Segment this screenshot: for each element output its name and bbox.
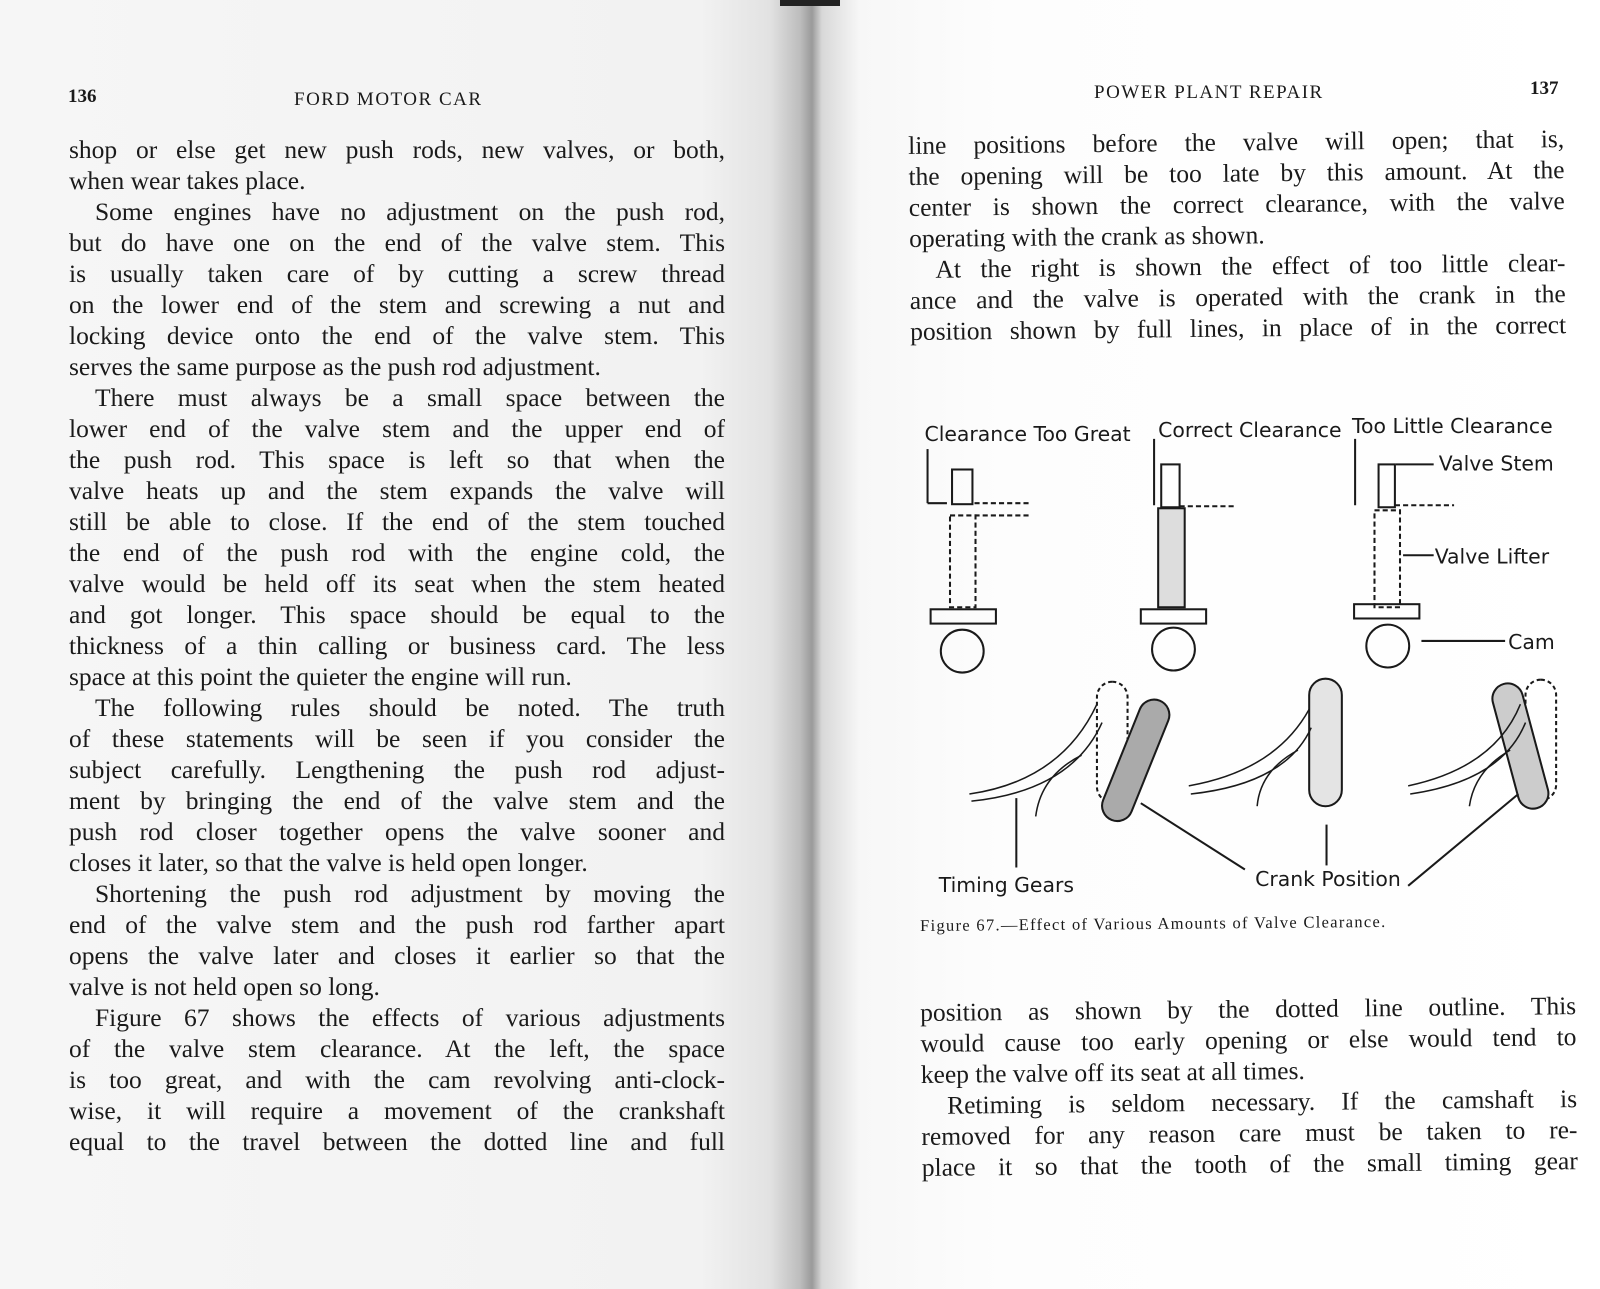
text-line: operating with the crank as shown. <box>908 220 1265 253</box>
text-line: the end of the push rod with the engine cold, the <box>69 538 725 567</box>
crank-positions <box>1097 679 1556 826</box>
text-line: Retiming is seldom necessary. If the camshaft is <box>946 1084 1578 1120</box>
label-too-little-clearance: Too Little Clearance <box>1352 413 1553 438</box>
text-line: closes it later, so that the valve is held open longer. <box>69 848 588 877</box>
text-line: lower end of the valve stem and the upper end of <box>69 414 725 443</box>
text-line: position as shown by the dotted line outline. This <box>920 991 1577 1027</box>
text-line: ance and the valve is operated with the crank in the <box>909 279 1566 315</box>
label-timing-gears: Timing Gears <box>938 872 1074 897</box>
right-running-head: POWER PLANT REPAIR <box>1094 82 1324 103</box>
text-line: end of the valve stem and the push rod farther apart <box>69 910 725 939</box>
text-line: position shown by full lines, in place of in the correct <box>909 310 1567 346</box>
text-line: the opening will be too late by this amount. At the <box>908 155 1565 191</box>
text-line: Shortening the push rod adjustment by moving the <box>95 879 725 908</box>
text-line: wise, it will require a movement of the crankshaft <box>69 1096 725 1125</box>
left-page-number: 136 <box>68 86 97 107</box>
text-line: line positions before the valve will open; that is, <box>908 124 1565 160</box>
text-line: ment by bringing the end of the valve stem and the <box>69 786 725 815</box>
figure-caption: Figure 67.—Effect of Various Amounts of Valve Clearance. <box>920 911 1387 935</box>
text-line: valve would be held off its seat when the stem heated <box>69 569 725 598</box>
label-clearance-too-great: Clearance Too Great <box>924 421 1131 446</box>
text-line: There must always be a small space between the <box>95 383 725 412</box>
label-valve-lifter: Valve Lifter <box>1434 544 1550 569</box>
text-line: valve heats up and the stem expands the valve will <box>69 476 725 505</box>
text-line: and got longer. This space should be equal to the <box>69 600 725 629</box>
label-correct-clearance: Correct Clearance <box>1158 417 1342 442</box>
valve-assembly-too-great <box>928 449 1031 672</box>
text-line: center is shown the correct clearance, with the valve <box>908 186 1565 222</box>
text-line: on the lower end of the stem and screwing a nut and <box>69 290 725 319</box>
text-line: keep the valve off its seat at all times. <box>920 1055 1305 1089</box>
timing-gear-curves <box>969 704 1525 816</box>
text-line: Some engines have no adjustment on the push rod, <box>95 197 725 226</box>
text-line: of the valve stem clearance. At the left, the space <box>69 1034 725 1063</box>
text-line: is too great, and with the cam revolving anti-clock- <box>69 1065 725 1094</box>
label-valve-stem: Valve Stem <box>1438 451 1554 476</box>
label-cam: Cam <box>1508 630 1555 655</box>
text-line: place it so that the tooth of the small timing gear <box>921 1146 1578 1182</box>
text-line: thickness of a thin calling or business card. The less <box>69 631 725 660</box>
text-line: still be able to close. If the end of the stem touched <box>69 507 725 536</box>
right-page-number: 137 <box>1530 78 1559 99</box>
valve-assembly-correct <box>1141 439 1237 671</box>
text-line: removed for any reason care must be taken to re- <box>921 1115 1578 1151</box>
text-line: space at this point the quieter the engine will run. <box>69 662 572 691</box>
text-line: valve is not held open so long. <box>69 972 380 1001</box>
text-line: when wear takes place. <box>69 166 306 195</box>
text-line: Figure 67 shows the effects of various adjustments <box>95 1003 725 1032</box>
text-line: the push rod. This space is left so that when the <box>69 445 725 474</box>
text-line: The following rules should be noted. The truth <box>95 693 725 722</box>
text-line: locking device onto the end of the valve stem. This <box>69 321 725 350</box>
text-line: push rod closer together opens the valve sooner and <box>69 817 725 846</box>
right-page-text-bottom <box>920 990 1578 1183</box>
text-line: subject carefully. Lengthening the push rod adjust- <box>69 755 725 784</box>
text-line: shop or else get new push rods, new valves, or both, <box>69 135 725 164</box>
text-line: of these statements will be seen if you consider the <box>69 724 725 753</box>
text-line: opens the valve later and closes it earlier so that the <box>69 941 725 970</box>
text-line: serves the same purpose as the push rod adjustment. <box>69 352 601 381</box>
text-line: equal to the travel between the dotted line and full <box>69 1127 725 1156</box>
text-line: At the right is shown the effect of too little clear- <box>935 248 1566 284</box>
label-crank-position: Crank Position <box>1255 866 1401 891</box>
left-running-head: FORD MOTOR CAR <box>294 89 483 110</box>
text-line: but do have one on the end of the valve stem. This <box>69 228 725 257</box>
text-line: is usually taken care of by cutting a screw thread <box>69 259 725 288</box>
text-line: would cause too early opening or else would tend to <box>920 1022 1577 1058</box>
